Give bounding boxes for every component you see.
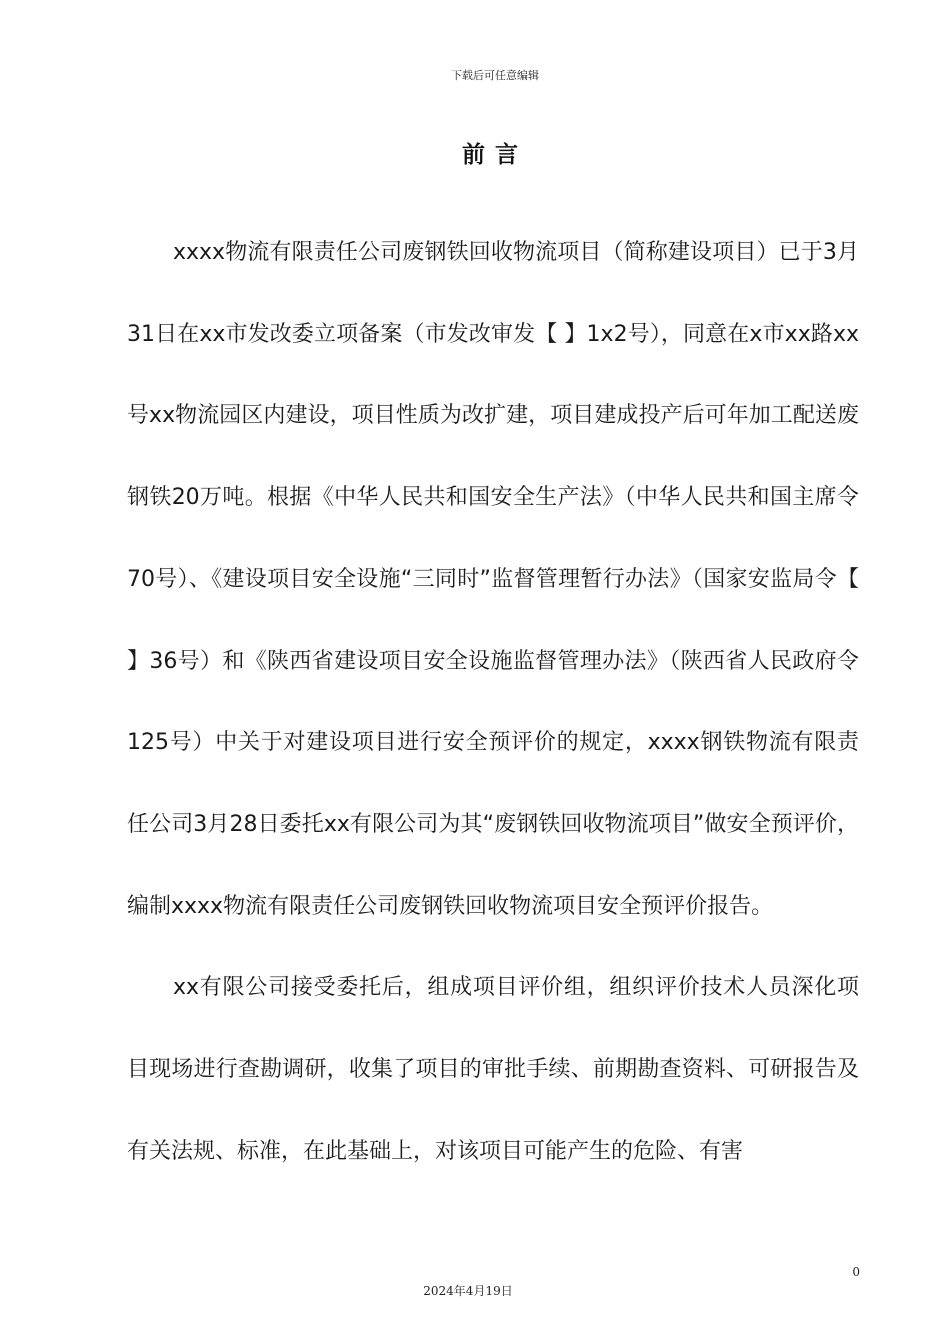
body-paragraph-1: xxxx物流有限责任公司废钢铁回收物流项目（简称建设项目）已于3月31日在xx市发改委立项备案（市发改审发【 】1x2号），同意在x市xx路xx号xx物流园区内建设，项目性质为改扩建，项目建成投产后可年加工配送废钢铁20万吨。根据《中华人民共和国安全生产法》（中华人民共和国主席令70号）、《建设项目安全设施“三同时”监督管理暂行办法》（国家安监局令【 】36号）和《陕西省建设项目安全设施监督管理办法》（陕西省人民政府令125号）中关于对建设项目进行安全预评价的规定，xxxx钢铁物流有限责任公司3月28日委托xx有限公司为其“废钢铁回收物流项目”做安全预评价，编制xxxx物流有限责任公司废钢铁回收物流项目安全预评价报告。 [127, 240, 859, 919]
body-paragraph-2: xx有限公司接受委托后，组成项目评价组，组织评价技术人员深化项目现场进行查勘调研，收集了项目的审批手续、前期勘查资料、可研报告及有关法规、标准，在此基础上，对该项目可能产生的危险、有害 [127, 975, 859, 1164]
document-title: 前言 [462, 142, 528, 168]
footer-date: 2024年4月19日 [423, 1284, 513, 1298]
page-number: 0 [852, 1265, 860, 1279]
page-header-note: 下载后可任意编辑 [451, 69, 539, 82]
document-body [127, 212, 859, 1192]
